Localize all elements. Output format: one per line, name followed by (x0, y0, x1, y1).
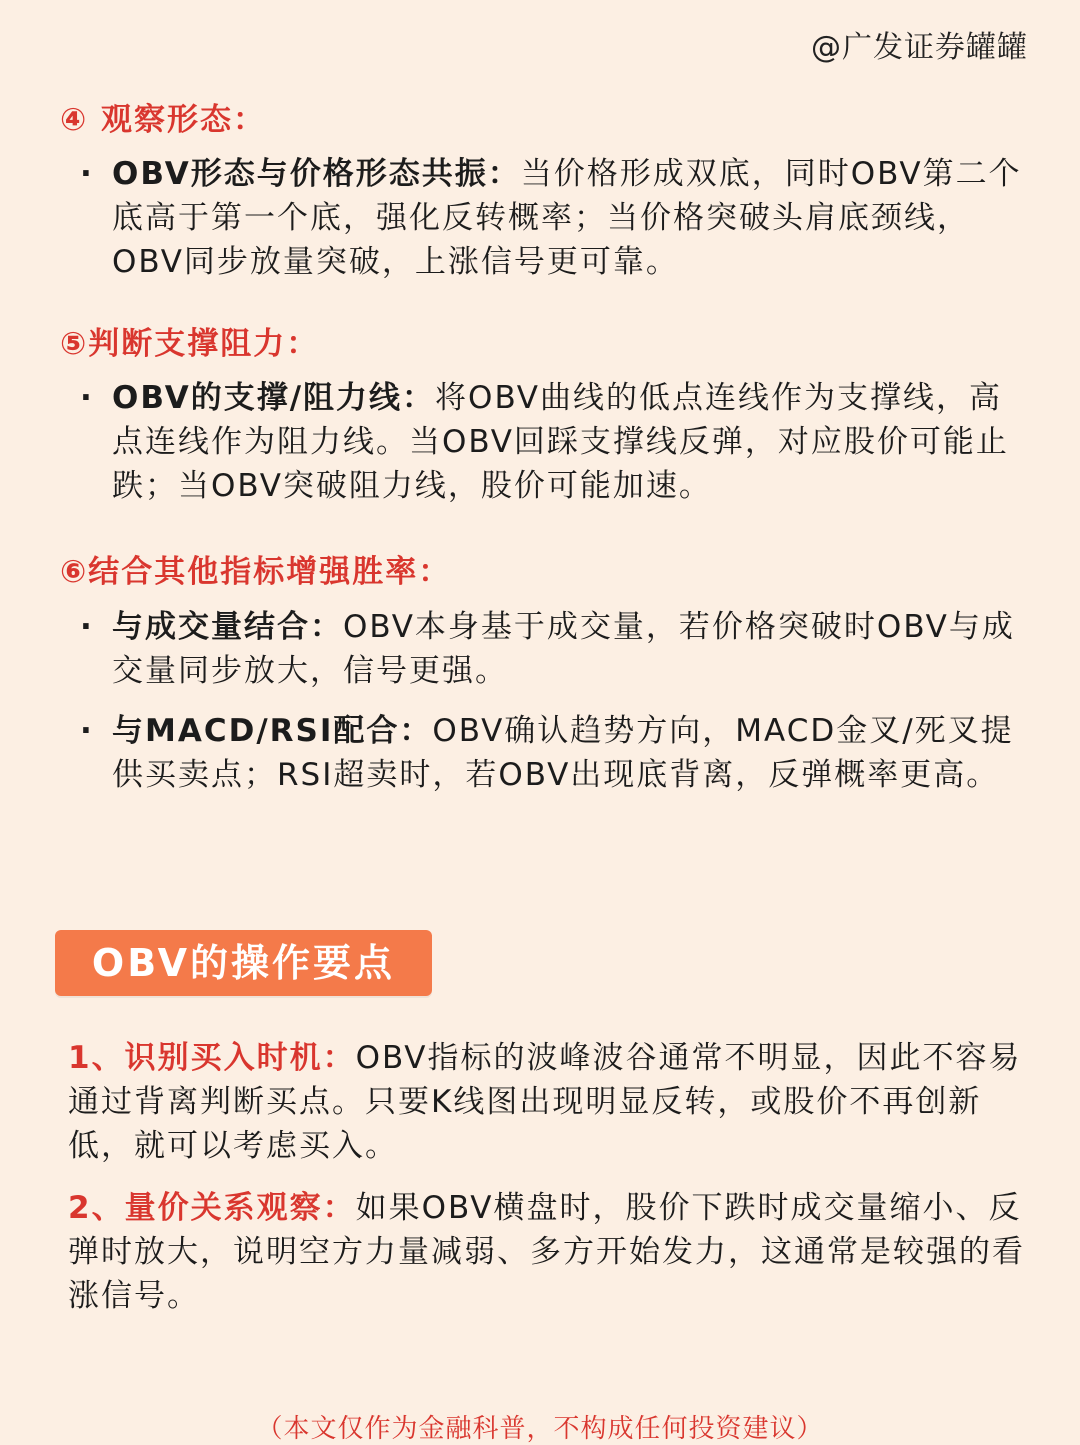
section-title-support-resistance: ⑤判断支撑阻力： (60, 326, 320, 362)
point-volume-price-observation (68, 1186, 1028, 1318)
bullet-heading: 与成交量结合： (112, 609, 343, 645)
bullet-text: OBV确认趋势方向，MACD金叉/死叉提供买卖点；RSI超卖时，若OBV出现底背离，反弹概率更高。 (112, 713, 1014, 793)
section-title-combine-indicators: ⑥结合其他指标增强胜率： (60, 554, 452, 590)
bullet-dot: · (80, 156, 94, 192)
bullet-dot: · (80, 713, 94, 749)
point-label: 1、识别买入时机： (68, 1040, 356, 1076)
bullet-combine-macd-rsi (80, 709, 1030, 797)
bullet-text: 将OBV曲线的低点连线作为支撑线，高点连线作为阻力线。当OBV回踩支撑线反弹，对应股价可能止跌；当OBV突破阻力线，股价可能加速。 (112, 380, 1009, 504)
bullet-dot: · (80, 380, 94, 416)
bullet-heading: OBV形态与价格形态共振： (112, 156, 521, 192)
bullet-obv-support-resistance-line (80, 376, 1030, 508)
point-identify-buy-timing (68, 1036, 1028, 1168)
disclaimer: （本文仅作为金融科普，不构成任何投资建议） (256, 1414, 824, 1444)
bullet-text: OBV本身基于成交量，若价格突破时OBV与成交量同步放大，信号更强。 (112, 609, 1015, 689)
section-title-observe-pattern: ④ 观察形态： (60, 102, 267, 138)
bullet-text: 当价格形成双底，同时OBV第二个底高于第一个底，强化反转概率；当价格突破头肩底颈线，OBV同步放量突破，上涨信号更可靠。 (112, 156, 1022, 280)
bullet-combine-volume (80, 605, 1030, 693)
point-text: OBV指标的波峰波谷通常不明显，因此不容易通过背离判断买点。只要K线图出现明显反转，或股价不再创新低，就可以考虑买入。 (68, 1040, 1022, 1164)
bullet-heading: OBV的支撑/阻力线： (112, 380, 436, 416)
point-text: 如果OBV横盘时，股价下跌时成交量缩小、反弹时放大，说明空方力量减弱、多方开始发力，这通常是较强的看涨信号。 (68, 1190, 1025, 1314)
bullet-dot: · (80, 609, 94, 645)
author-watermark: @广发证券罐罐 (811, 30, 1028, 65)
bullet-obv-pattern-resonance (80, 152, 1030, 284)
operation-points-banner: OBV的操作要点 (55, 930, 432, 996)
point-label: 2、量价关系观察： (68, 1190, 356, 1226)
bullet-heading: 与MACD/RSI配合： (112, 713, 433, 749)
